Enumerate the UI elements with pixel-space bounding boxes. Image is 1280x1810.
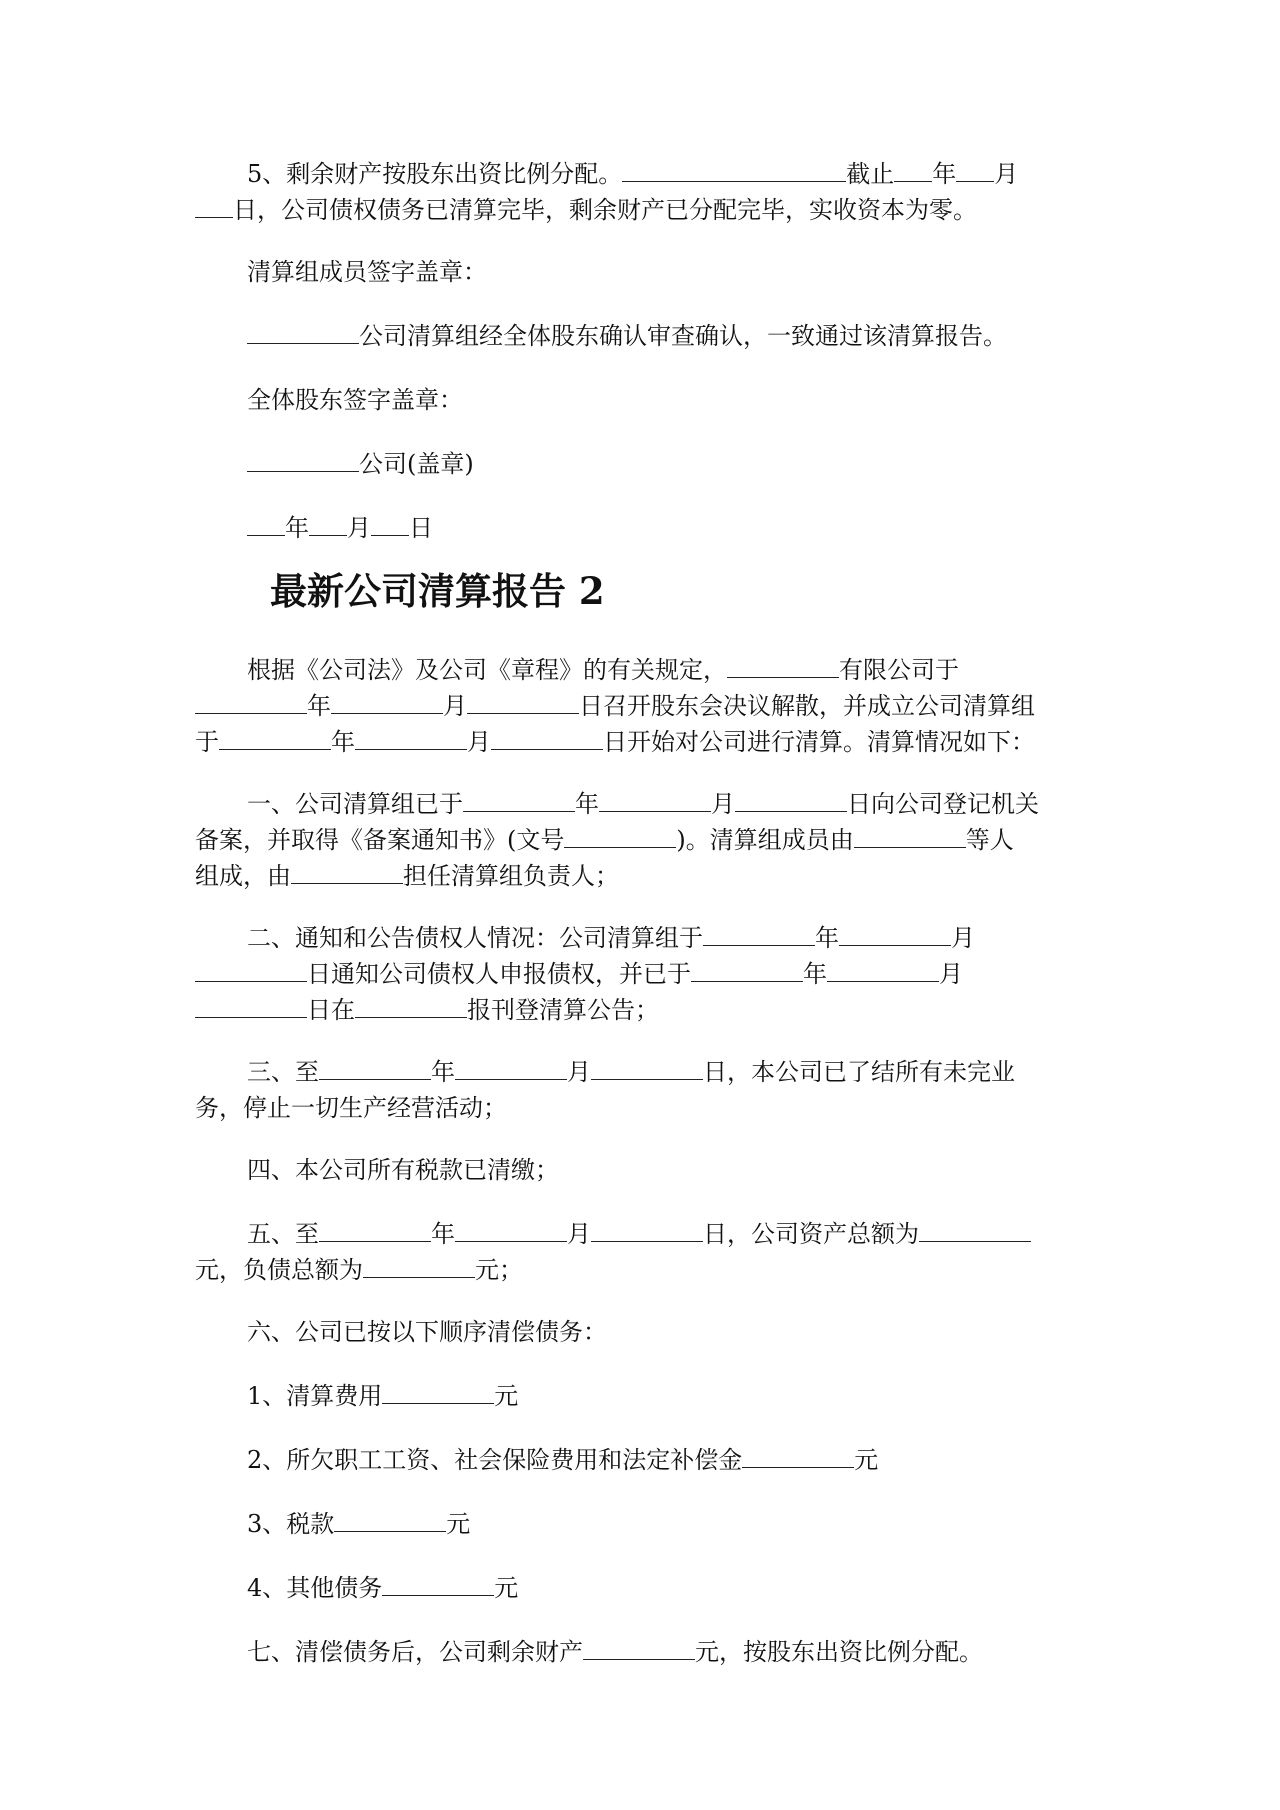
blank-field — [247, 447, 359, 472]
blank-field — [463, 787, 575, 812]
blank-field — [703, 921, 815, 946]
paragraph-2-line2 — [195, 956, 1085, 992]
blank-field — [727, 653, 839, 678]
blank-field — [735, 787, 847, 812]
section-title: 最新公司清算报告 2 — [270, 569, 605, 613]
text: 日，公司资产总额为 — [703, 1220, 919, 1248]
text: 月 — [994, 160, 1019, 188]
blank-field — [195, 993, 307, 1018]
text: 2、所欠职工工资、社会保险费用和法定补偿金 — [247, 1446, 743, 1474]
text: 有限公司于 — [839, 656, 959, 684]
confirm-paragraph — [195, 318, 1137, 354]
text: 年 — [431, 1220, 455, 1248]
intro-paragraph — [195, 652, 1137, 688]
blank-field — [382, 1379, 494, 1404]
text: 公司清算组经全体股东确认审查确认，一致通过该清算报告。 — [359, 322, 1007, 350]
text: 一、公司清算组已于 — [247, 790, 463, 818]
blank-field — [591, 1217, 703, 1242]
text: 月 — [467, 728, 491, 756]
blank-field — [247, 511, 285, 536]
blank-field — [319, 1055, 431, 1080]
company-seal-line — [195, 446, 1137, 482]
text: 日，本公司已了结所有未完业 — [703, 1058, 1015, 1086]
paragraph-6: 六、公司已按以下顺序清偿债务： — [247, 1318, 607, 1346]
text: 元，按股东出资比例分配。 — [695, 1638, 983, 1666]
blank-field — [291, 859, 403, 884]
blank-field — [591, 1055, 703, 1080]
text: 月 — [711, 790, 735, 818]
text: 年 — [331, 728, 355, 756]
text: )。清算组成员由 — [676, 826, 854, 854]
text: 日召开股东会决议解散，并成立公司清算组 — [579, 692, 1035, 720]
blank-field — [742, 1443, 854, 1468]
blank-field — [195, 957, 307, 982]
text: 月 — [939, 960, 963, 988]
text: 七、清偿债务后，公司剩余财产 — [247, 1638, 583, 1666]
blank-field — [334, 1507, 446, 1532]
text: 月 — [443, 692, 467, 720]
text: 年 — [803, 960, 827, 988]
blank-field — [309, 511, 347, 536]
text: 年 — [307, 692, 331, 720]
text: 元 — [494, 1382, 519, 1410]
paragraph-5 — [195, 1216, 1137, 1252]
blank-field — [564, 823, 676, 848]
text: 元，负债总额为 — [195, 1256, 363, 1284]
blank-field — [331, 689, 443, 714]
text: 4、其他债务 — [247, 1574, 383, 1602]
intro-paragraph-line2 — [195, 688, 1085, 724]
blank-field — [382, 1571, 494, 1596]
text: 年 — [575, 790, 599, 818]
blank-field — [839, 921, 951, 946]
text: 5、剩余财产按股东出资比例分配。 — [247, 160, 623, 188]
paragraph-4: 四、本公司所有税款已清缴； — [247, 1156, 559, 1184]
text: 公司(盖章) — [359, 450, 474, 478]
text: 元； — [475, 1256, 523, 1284]
text: 3、税款 — [247, 1510, 335, 1538]
paragraph-2 — [195, 920, 1137, 956]
text: 1、清算费用 — [247, 1382, 383, 1410]
paragraph-3-line2: 务，停止一切生产经营活动； — [195, 1094, 507, 1122]
text: 截止 — [846, 160, 895, 188]
blank-field — [363, 1253, 475, 1278]
blank-field — [467, 689, 579, 714]
date-line — [195, 510, 1137, 546]
blank-field — [827, 957, 939, 982]
blank-field — [319, 1217, 431, 1242]
blank-field — [599, 787, 711, 812]
text: 日在 — [307, 996, 355, 1024]
text: 担任清算组负责人； — [403, 862, 619, 890]
text: 组成，由 — [195, 862, 291, 890]
text: 报刊登清算公告； — [467, 996, 659, 1024]
text: 月 — [347, 514, 371, 542]
text: 日通知公司债权人申报债权，并已于 — [307, 960, 691, 988]
paragraph-item5-cont — [195, 192, 1085, 228]
text: 备案，并取得《备案通知书》(文号 — [195, 826, 565, 854]
text: 五、至 — [247, 1220, 319, 1248]
blank-field — [894, 157, 932, 182]
blank-field — [622, 157, 846, 182]
text: 年 — [815, 924, 839, 952]
blank-field — [355, 993, 467, 1018]
blank-field — [195, 193, 233, 218]
text: 元 — [854, 1446, 879, 1474]
text: 于 — [195, 728, 219, 756]
paragraph-1-line3 — [195, 858, 1085, 894]
paragraph-7 — [195, 1634, 1137, 1670]
sign-shareholders-label: 全体股东签字盖章： — [247, 386, 463, 414]
paragraph-1 — [195, 786, 1137, 822]
blank-field — [195, 689, 307, 714]
intro-paragraph-line3 — [195, 724, 1085, 760]
sign-members-label: 清算组成员签字盖章： — [247, 258, 487, 286]
paragraph-2-line3 — [195, 992, 1085, 1028]
text: 年 — [285, 514, 309, 542]
blank-field — [491, 725, 603, 750]
blank-field — [919, 1217, 1031, 1242]
blank-field — [355, 725, 467, 750]
text: 月 — [567, 1058, 591, 1086]
blank-field — [854, 823, 966, 848]
text: 月 — [951, 924, 975, 952]
text: 三、至 — [247, 1058, 319, 1086]
debt-item-4 — [195, 1570, 1137, 1606]
text: 元 — [446, 1510, 471, 1538]
text: 元 — [494, 1574, 519, 1602]
text: 日 — [409, 514, 433, 542]
blank-field — [371, 511, 409, 536]
blank-field — [247, 319, 359, 344]
debt-item-3 — [195, 1506, 1137, 1542]
blank-field — [956, 157, 994, 182]
debt-item-1 — [195, 1378, 1137, 1414]
debt-item-2 — [195, 1442, 1137, 1478]
paragraph-3 — [195, 1054, 1137, 1090]
text: 日，公司债权债务已清算完毕，剩余财产已分配完毕，实收资本为零。 — [233, 196, 977, 224]
paragraph-item5 — [195, 156, 1137, 192]
text: 日向公司登记机关 — [847, 790, 1039, 818]
blank-field — [691, 957, 803, 982]
blank-field — [583, 1635, 695, 1660]
text: 根据《公司法》及公司《章程》的有关规定， — [247, 656, 727, 684]
paragraph-1-line2 — [195, 822, 1085, 858]
text: 月 — [567, 1220, 591, 1248]
blank-field — [455, 1055, 567, 1080]
blank-field — [455, 1217, 567, 1242]
text: 年 — [431, 1058, 455, 1086]
text: 日开始对公司进行清算。清算情况如下： — [603, 728, 1035, 756]
paragraph-5-line2 — [195, 1252, 1085, 1288]
text: 二、通知和公告债权人情况：公司清算组于 — [247, 924, 703, 952]
text: 等人 — [965, 826, 1014, 854]
blank-field — [219, 725, 331, 750]
text: 年 — [932, 160, 957, 188]
